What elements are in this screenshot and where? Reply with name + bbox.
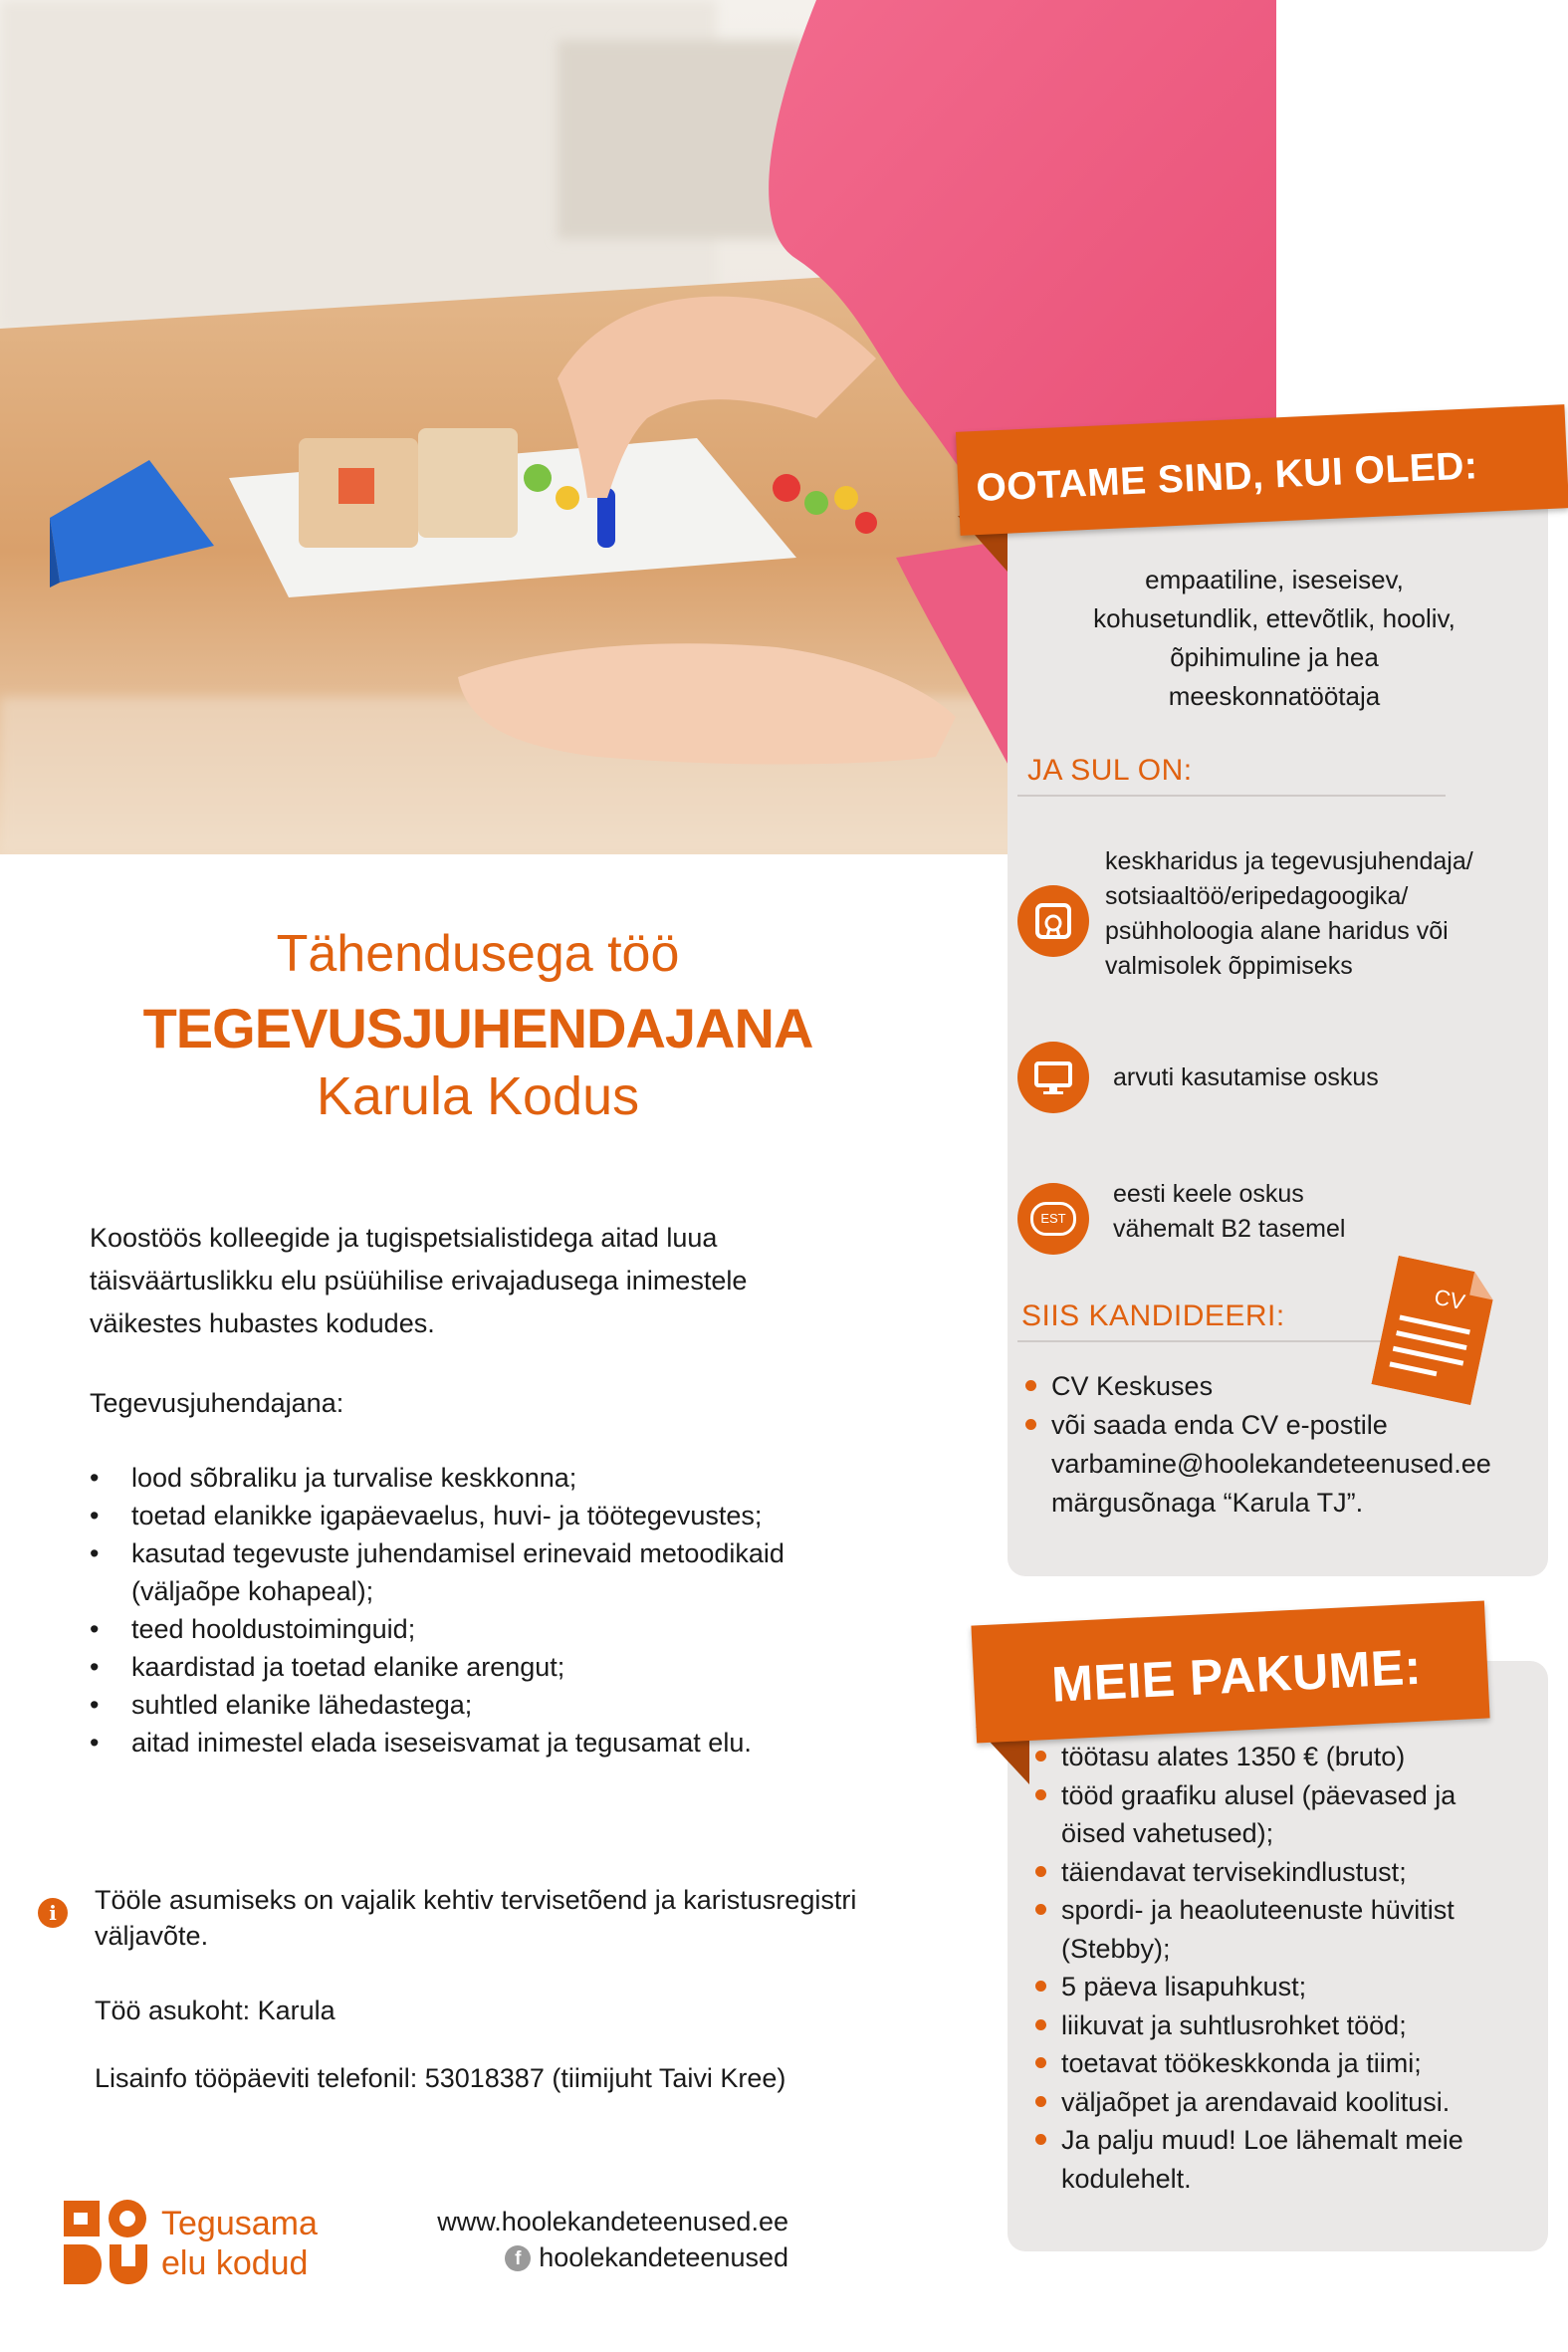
qualities-line: kohusetundlik, ettevõtlik, hooliv, (1093, 603, 1456, 633)
cv-label: CV (1432, 1284, 1467, 1315)
list-item: või saada enda CV e-postile varbamine@hoolekandeteenused.ee märgusõnaga “Karula TJ”. (1025, 1406, 1533, 1523)
qualities-line: meeskonnatöötaja (1168, 681, 1381, 711)
requirement-line: vähemalt B2 tasemel (1113, 1215, 1346, 1243)
list-item: • kasutad tegevuste juhendamisel erinevaid metoodikaid (väljaõpe kohapeal); (90, 1534, 866, 1610)
logo-text-line: Tegusama (161, 2205, 318, 2242)
requirement-line: arvuti kasutamise oskus (1113, 1063, 1379, 1091)
requirement-line: keskharidus ja tegevusjuhendaja/ (1105, 847, 1473, 875)
list-item: • lood sõbraliku ja turvalise keskkonna; (90, 1459, 866, 1497)
intro-paragraph: Koostöös kolleegide ja tugispetsialistidega aitad luua täisväärtuslikku elu psüühilise erivajadusega inimestele väikestes hubastes kodudes. (90, 1223, 748, 1338)
qualities-line: õpihimuline ja hea (1170, 642, 1379, 672)
job-location: Töö asukoht: Karula (95, 1996, 336, 2025)
list-item: Ja palju muud! Loe lähemalt meie kodulehelt. (1035, 2121, 1513, 2198)
education-icon (1017, 885, 1089, 957)
heading-apply: SIIS KANDIDEERI: (1021, 1299, 1285, 1332)
list-item: liikuvat ja suhtlusrohket tööd; (1035, 2006, 1513, 2045)
list-item: • aitad inimestel elada iseseisvamat ja tegusamat elu. (90, 1724, 866, 1762)
requirement-line: eesti keele oskus (1113, 1180, 1304, 1208)
list-item: • teed hooldustoiminguid; (90, 1610, 866, 1648)
contact-info: Lisainfo tööpäeviti telefonil: 53018387 (tiimijuht Taivi Kree) (95, 2063, 786, 2093)
list-item: tööd graafiku alusel (päevased ja öised vahetused); (1035, 1776, 1513, 1853)
list-item: täiendavat tervisekindlustust; (1035, 1853, 1513, 1892)
duties-list (90, 1459, 866, 1762)
list-item: • kaardistad ja toetad elanike arengut; (90, 1648, 866, 1686)
headline-job-title: TEGEVUSJUHENDAJANA (142, 997, 813, 1059)
computer-icon (1017, 1042, 1089, 1113)
benefits-list (1035, 1738, 1513, 2198)
list-item: 5 päeva lisapuhkust; (1035, 1968, 1513, 2006)
list-item: väljaõpet ja arendavaid koolitusi. (1035, 2083, 1513, 2122)
banner-we-offer: MEIE PAKUME: (971, 1600, 1489, 1743)
duties-label: Tegevusjuhendajana: (90, 1388, 344, 1418)
list-item: spordi- ja heaoluteenuste hüvitist (Stebby); (1035, 1891, 1513, 1968)
list-item: toetavat töökeskkonda ja tiimi; (1035, 2044, 1513, 2083)
requirements-note: Tööle asumiseks on vajalik kehtiv tervisetõend ja karistusregistri väljavõte. (95, 1885, 857, 1951)
requirement-education (1105, 844, 1533, 984)
requirement-line: sotsiaaltöö/eripedagoogika/ (1105, 882, 1409, 910)
banner-we-expect: OOTAME SIND, KUI OLED: (956, 404, 1568, 536)
apply-list (1025, 1367, 1533, 1523)
qualities-text (1035, 561, 1513, 716)
list-item: • suhtled elanike lähedastega; (90, 1686, 866, 1724)
list-item: CV Keskuses (1025, 1367, 1533, 1406)
divider (1017, 795, 1446, 797)
facebook-icon: f (505, 2245, 531, 2271)
info-icon: i (38, 1898, 68, 1928)
requirement-line: valmisolek õppimiseks (1105, 952, 1353, 980)
logo-text (161, 2204, 318, 2283)
requirement-line: psühholoogia alane haridus või (1105, 917, 1449, 945)
facebook-handle: hoolekandeteenused (539, 2242, 788, 2272)
requirement-computer (1113, 1060, 1531, 1095)
estonian-language-icon (1017, 1183, 1089, 1255)
qualities-line: empaatiline, iseseisev, (1145, 565, 1404, 594)
divider (1017, 1340, 1396, 1342)
speech-bubble: EST (1030, 1202, 1076, 1236)
requirement-language (1113, 1177, 1531, 1247)
headline-location: Karula Kodus (316, 1066, 640, 1126)
tegusama-logo-icon (62, 2199, 149, 2284)
heading-you-have: JA SUL ON: (1027, 754, 1193, 787)
logo-text-line: elu kodud (161, 2244, 309, 2282)
list-item: töötasu alates 1350 € (bruto) (1035, 1738, 1513, 1776)
headline-line-1: Tähendusega töö (276, 925, 680, 983)
list-item: • toetad elanikke igapäevaelus, huvi- ja töötegevustes; (90, 1497, 866, 1534)
website-link[interactable]: www.hoolekandeteenused.ee (437, 2207, 788, 2236)
facebook-link[interactable] (410, 2242, 788, 2273)
